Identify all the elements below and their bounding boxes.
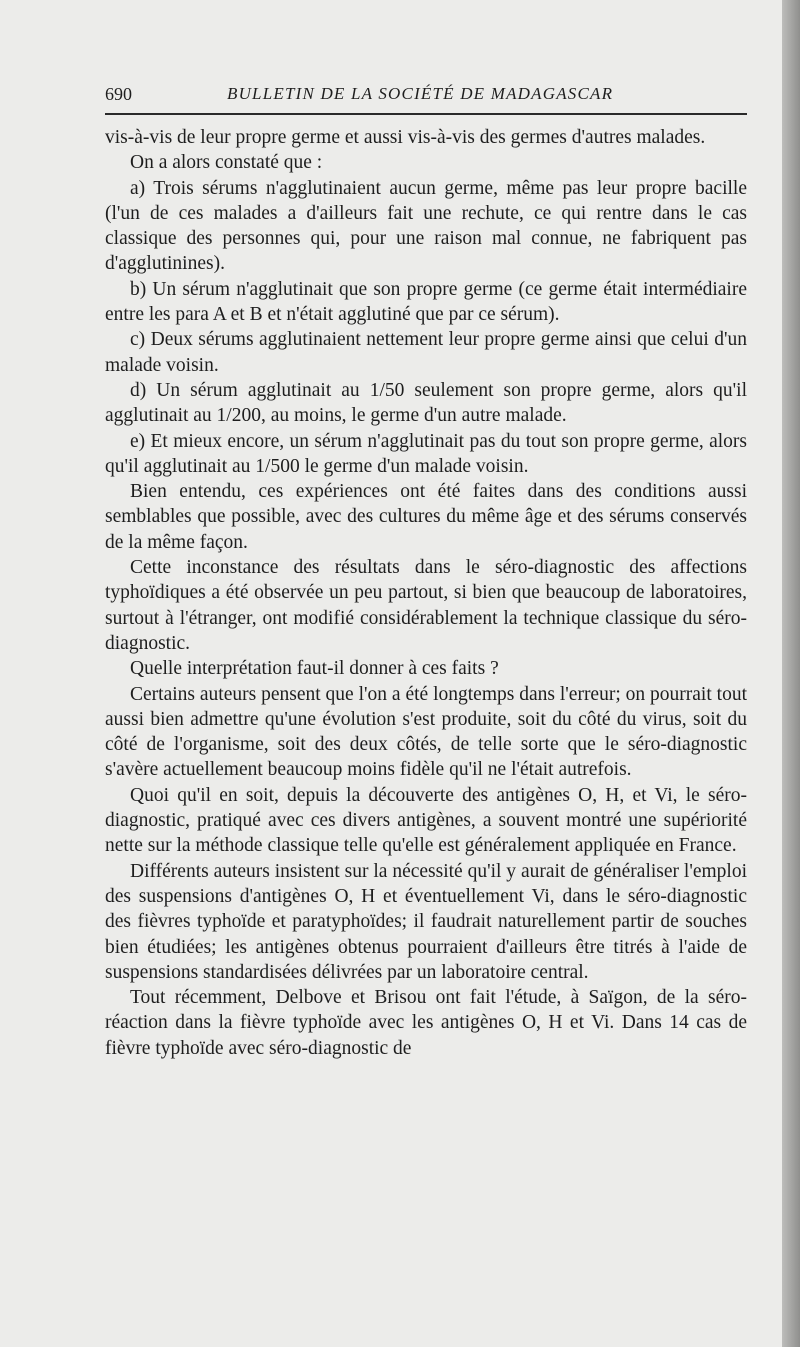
paragraph: On a alors constaté que : <box>130 152 323 174</box>
paragraph: Tout récemment, Delbove et Brisou ont fait l'étude, à Saïgon, de la séro-réaction dans la fièvre typhoïde avec les antigènes O, H et Vi. Dans 14 cas de fièvre typhoïde avec séro-diagnostic de <box>105 987 747 1059</box>
paragraph: Cette inconstance des résultats dans le séro-diagnostic des affections typhoïdiques a été observée un peu partout, si bien que beaucoup de laboratoires, surtout à l'étranger, ont modifié considérablement la technique classique du séro-diagnostic. <box>105 557 747 654</box>
paragraph-item-c: c) Deux sérums agglutinaient nettement leur propre germe ainsi que celui d'un malade voisin. <box>105 329 747 376</box>
page-header <box>105 84 747 108</box>
paragraph-item-a: a) Trois sérums n'agglutinaient aucun germe, même pas leur propre bacille (l'un de ces malades a d'ailleurs fait une rechute, ce qui rentre dans le cas classique des personnes qui, pour une raison mal connue, ne fabriquent pas d'agglutinines). <box>105 177 747 275</box>
page-edge-shadow <box>782 0 800 1347</box>
header-rule <box>105 113 747 115</box>
body-text <box>105 125 747 1061</box>
paragraph-item-e: e) Et mieux encore, un sérum n'agglutinait pas du tout son propre germe, alors qu'il agglutinait au 1/500 le germe d'un malade voisin. <box>105 430 747 477</box>
paragraph: Certains auteurs pensent que l'on a été longtemps dans l'erreur; on pourrait tout aussi bien admettre qu'une évolution s'est produite, soit du côté du virus, soit du côté de l'organisme, soit des deux côtés, de telle sorte que le séro-diagnostic s'avère actuellement beaucoup moins fidèle qu'il ne l'était autrefois. <box>105 683 747 781</box>
paragraph: Quoi qu'il en soit, depuis la découverte des antigènes O, H, et Vi, le séro-diagnostic, pratiqué avec ces divers antigènes, a souvent montré une supériorité nette sur la méthode classique telle qu'elle est généralement appliquée en France. <box>105 784 747 857</box>
paragraph-item-b: b) Un sérum n'agglutinait que son propre germe (ce germe était intermédiaire entre les para A et B et n'était agglutiné que par ce sérum). <box>105 278 747 326</box>
page-number: 690 <box>105 84 132 104</box>
paragraph: Différents auteurs insistent sur la nécessité qu'il y aurait de généraliser l'emploi des suspensions d'antigènes O, H et éventuellement Vi, dans le séro-diagnostic des fièvres typhoïde et paratyphoïdes; il faudrait naturellement partir de souches bien étudiées; les antigènes obtenus pourraient d'ailleurs être titrés à l'aide de suspensions standardisées délivrées par un laboratoire central. <box>105 860 747 983</box>
paragraph: Bien entendu, ces expériences ont été faites dans des conditions aussi semblables que possible, avec des cultures du même âge et des sérums conservés de la même façon. <box>105 481 747 553</box>
paragraph-item-d: d) Un sérum agglutinait au 1/50 seulement son propre germe, alors qu'il agglutinait au 1/200, au moins, le germe d'un autre malade. <box>105 379 747 427</box>
paragraph: vis-à-vis de leur propre germe et aussi vis-à-vis des germes d'autres malades. <box>105 127 706 148</box>
paragraph-question: Quelle interprétation faut-il donner à ces faits ? <box>130 658 499 680</box>
running-title: BULLETIN DE LA SOCIÉTÉ DE MADAGASCAR <box>227 84 614 103</box>
